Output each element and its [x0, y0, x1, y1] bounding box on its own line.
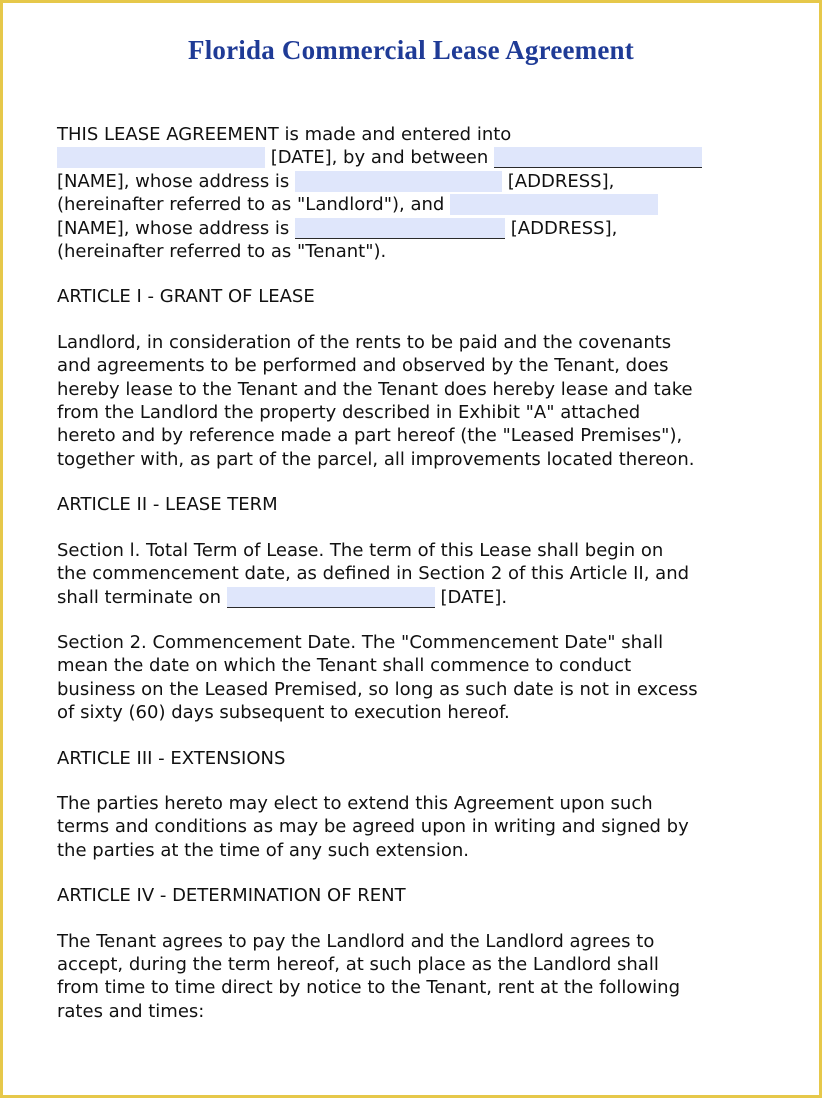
intro-text: [ADDRESS], — [510, 217, 618, 239]
paragraph-line: mean the date on which the Tenant shall commence to conduct — [57, 655, 632, 677]
paragraph-line: The parties hereto may elect to extend this Agreement upon such — [57, 792, 653, 814]
article-heading: ARTICLE IV - DETERMINATION OF RENT — [57, 885, 406, 907]
landlord-address-field[interactable] — [295, 171, 502, 192]
landlord-name-field[interactable] — [494, 147, 702, 168]
paragraph-line: the parties at the time of any such extension. — [57, 839, 469, 861]
paragraph-line: together with, as part of the parcel, all improvements located thereon. — [57, 448, 695, 470]
paragraph-line: business on the Leased Premised, so long as such date is not in excess — [57, 678, 698, 700]
date-field[interactable] — [57, 147, 265, 168]
article-heading: ARTICLE II - LEASE TERM — [57, 494, 278, 516]
paragraph-text: shall terminate on — [57, 586, 222, 608]
paragraph-line: from the Landlord the property described in Exhibit "A" attached — [57, 402, 641, 424]
intro-line — [57, 217, 777, 240]
paragraph-line — [57, 586, 777, 609]
article-heading: ARTICLE I - GRANT OF LEASE — [57, 286, 315, 308]
paragraph-line: accept, during the term hereof, at such place as the Landlord shall — [57, 953, 659, 975]
intro-line — [57, 193, 777, 216]
paragraph-line: the commencement date, as defined in Section 2 of this Article II, and — [57, 563, 690, 585]
paragraph-line: Section l. Total Term of Lease. The term of this Lease shall begin on — [57, 539, 664, 561]
document-body — [57, 123, 777, 1023]
paragraph-line: Landlord, in consideration of the rents to be paid and the covenants — [57, 331, 672, 353]
intro-text: [ADDRESS], — [507, 170, 615, 192]
paragraph-line: from time to time direct by notice to the Tenant, rent at the following — [57, 977, 681, 999]
paragraph-line: Section 2. Commencement Date. The "Commencement Date" shall — [57, 631, 664, 653]
intro-text: [NAME], whose address is — [57, 170, 290, 192]
paragraph-line: and agreements to be performed and observed by the Tenant, does — [57, 355, 669, 377]
intro-line — [57, 240, 777, 263]
intro-line — [57, 123, 777, 146]
tenant-name-field[interactable] — [450, 194, 658, 215]
intro-text: (hereinafter referred to as "Landlord"), and — [57, 194, 445, 216]
paragraph-line: hereto and by reference made a part hereof (the "Leased Premises"), — [57, 425, 683, 447]
paragraph-line: The Tenant agrees to pay the Landlord and the Landlord agrees to — [57, 930, 655, 952]
paragraph-line: hereby lease to the Tenant and the Tenant does hereby lease and take — [57, 378, 693, 400]
paragraph-line: of sixty (60) days subsequent to execution hereof. — [57, 702, 510, 724]
intro-text: [DATE], by and between — [270, 147, 489, 169]
paragraph-text: [DATE]. — [440, 586, 508, 608]
intro-text: [NAME], whose address is — [57, 217, 290, 239]
intro-text: (hereinafter referred to as "Tenant"). — [57, 241, 387, 263]
paragraph-line: terms and conditions as may be agreed upon in writing and signed by — [57, 816, 689, 838]
article-heading: ARTICLE III - EXTENSIONS — [57, 747, 286, 769]
intro-line — [57, 170, 777, 193]
paragraph-line: rates and times: — [57, 1000, 205, 1022]
tenant-address-field[interactable] — [295, 218, 505, 239]
intro-text: THIS LEASE AGREEMENT is made and entered into — [57, 124, 512, 145]
intro-line — [57, 146, 777, 169]
termination-date-field[interactable] — [227, 587, 435, 608]
document-title: Florida Commercial Lease Agreement — [188, 35, 634, 65]
